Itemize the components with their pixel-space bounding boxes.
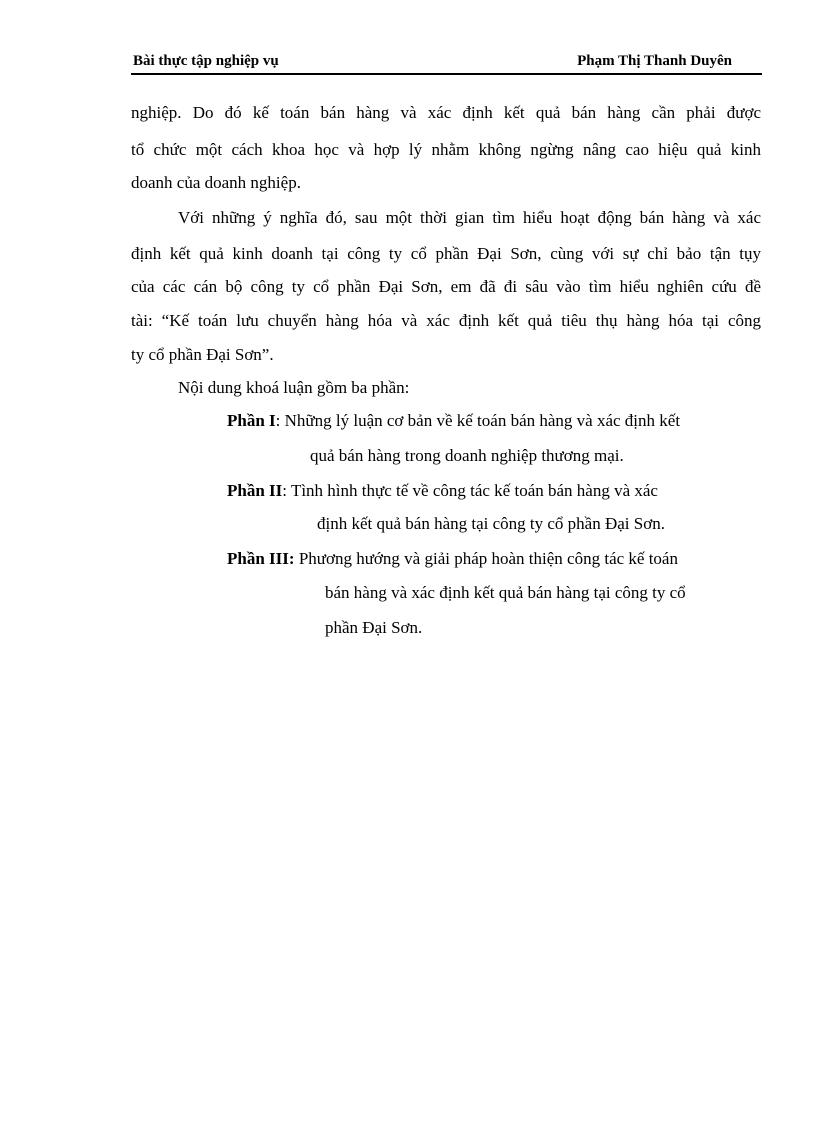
part-3-line-2: bán hàng và xác định kết quả bán hàng tại công ty cổ: [325, 583, 686, 602]
part-2-label: Phần II: [227, 481, 283, 500]
part-3-line-1: [227, 549, 678, 569]
paragraph-2-line-2: định kết quả kinh doanh tại công ty cổ phần Đại Sơn, cùng với sự chỉ bảo tận tụy: [131, 244, 761, 263]
contents-intro: Nội dung khoá luận gồm ba phần:: [178, 378, 410, 397]
part-3-label: Phần III:: [227, 549, 295, 568]
part-1-text-1: : Những lý luận cơ bản về kế toán bán hàng và xác định kết: [275, 411, 681, 430]
paragraph-2-line-1: Với những ý nghĩa đó, sau một thời gian tìm hiểu hoạt động bán hàng và xác: [178, 208, 761, 227]
part-1-label: Phần I: [227, 411, 276, 430]
part-2-text-1: : Tình hình thực tế về công tác kế toán bán hàng và xác: [282, 481, 658, 500]
paragraph-2-line-3: của các cán bộ công ty cổ phần Đại Sơn, em đã đi sâu vào tìm hiểu nghiên cứu đề: [131, 277, 761, 296]
header-document-title: Bài thực tập nghiệp vụ: [133, 53, 279, 69]
header-author-name: Phạm Thị Thanh Duyên: [577, 53, 732, 69]
part-3-line-3: phần Đại Sơn.: [325, 618, 423, 637]
paragraph-1-line-1: nghiệp. Do đó kế toán bán hàng và xác định kết quả bán hàng cần phải được: [131, 103, 761, 122]
paragraph-1-line-3: doanh của doanh nghiệp.: [131, 173, 301, 192]
paragraph-2-line-5: ty cổ phần Đại Sơn”.: [131, 345, 274, 364]
part-2-line-1: [227, 481, 658, 501]
part-2-line-2: định kết quả bán hàng tại công ty cổ phần Đại Sơn.: [317, 514, 665, 533]
part-3-text-1: Phương hướng và giải pháp hoàn thiện công tác kế toán: [294, 549, 678, 568]
paragraph-2-line-4: tài: “Kế toán lưu chuyển hàng hóa và xác định kết quả tiêu thụ hàng hóa tại công: [131, 311, 761, 330]
paragraph-1-line-2: tổ chức một cách khoa học và hợp lý nhằm không ngừng nâng cao hiệu quả kinh: [131, 140, 761, 159]
part-1-line-2: quả bán hàng trong doanh nghiệp thương mại.: [310, 446, 624, 465]
part-1-line-1: [227, 411, 680, 431]
page-header: [131, 51, 762, 75]
